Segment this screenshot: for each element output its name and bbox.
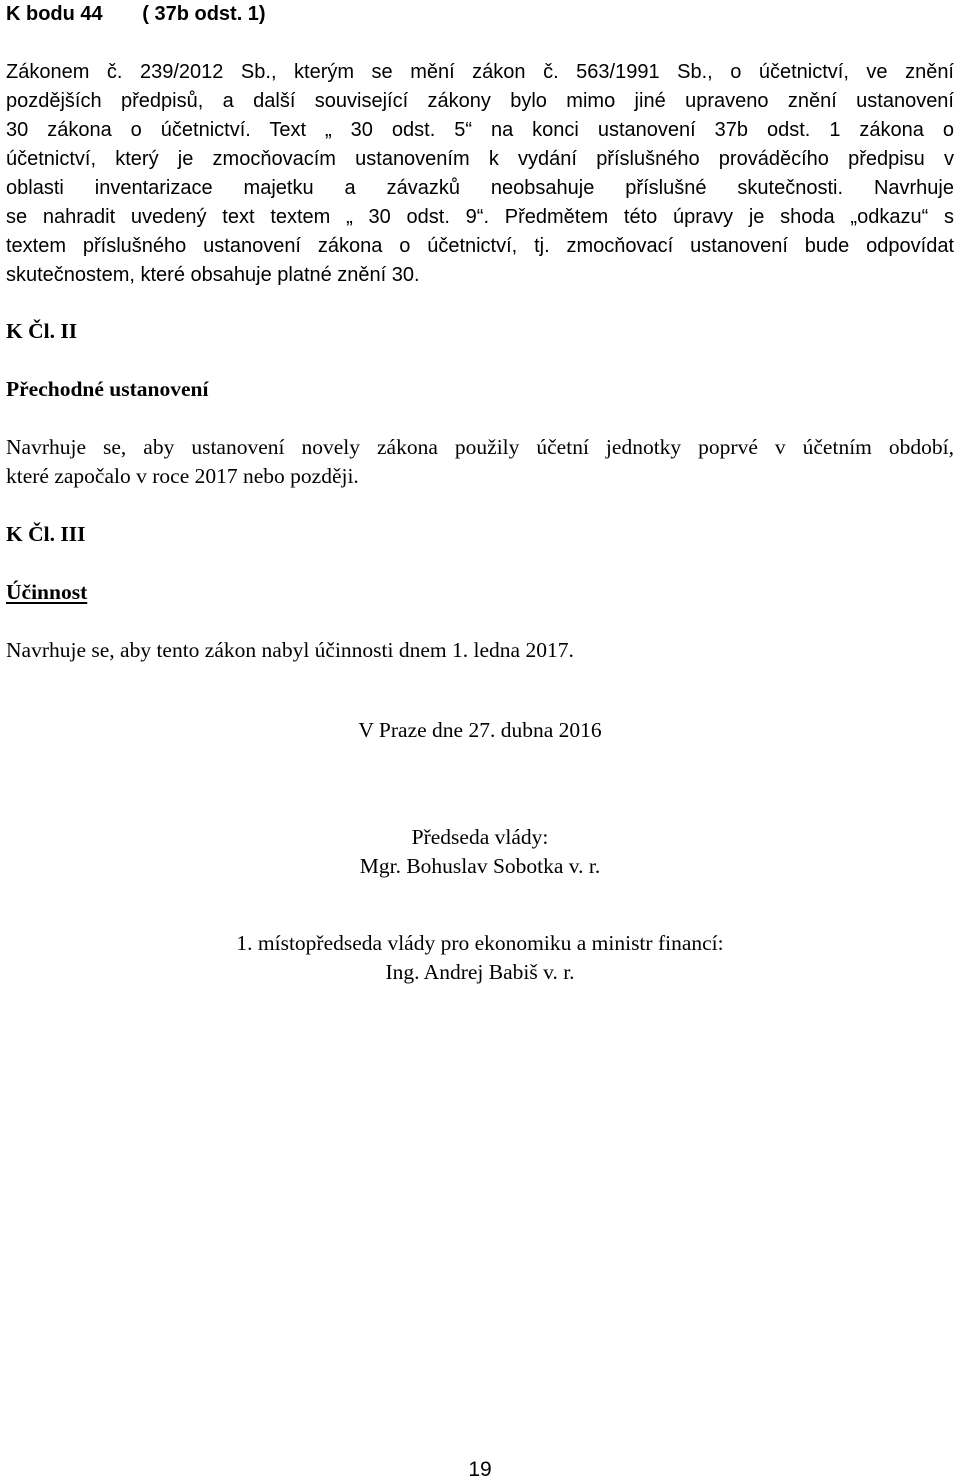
page-number: 19 [468, 1458, 492, 1481]
paragraph-1-line-8: skutečnostem, které obsahuje platné znění 30. [6, 264, 420, 286]
paragraph-1-line-5: oblasti inventarizace majetku a závazků neobsahuje příslušné skutečnosti. Navrhuje [6, 177, 954, 199]
article-ref [6, 4, 266, 24]
section-3-title: Účinnost [6, 580, 88, 604]
paragraph-1-line-3: 30 zákona o účetnictví. Text „ 30 odst. 5“ na konci ustanovení 37b odst. 1 zákona o [6, 119, 954, 141]
paragraph-1-line-2: pozdějších předpisů, a další související zákony bylo mimo jiné upraveno znění ustanovení [6, 90, 954, 112]
place-date-text: V Praze dne 27. dubna 2016 [358, 718, 602, 742]
signature-name-1: Mgr. Bohuslav Sobotka v. r. [359, 854, 601, 878]
paragraph-1-line-1: Zákonem č. 239/2012 Sb., kterým se mění zákon č. 563/1991 Sb., o účetnictví, ve znění [6, 61, 954, 83]
place-date [0, 720, 960, 742]
paragraph-1-line-6: se nahradit uvedený text textem „ 30 odst. 9“. Předmětem této úpravy je shoda „odkazu“ s [6, 206, 954, 228]
section-3-text: Navrhuje se, aby tento zákon nabyl účinnosti dnem 1. ledna 2017. [6, 638, 574, 662]
section-2-line-1: Navrhuje se, aby ustanovení novely zákona použily účetní jednotky poprvé v účetním období, [6, 435, 954, 459]
section-3-label: K Čl. III [6, 522, 86, 546]
signature-role-1: Předseda vlády: [411, 825, 549, 849]
signature-name-2: Ing. Andrej Babiš v. r. [385, 960, 575, 984]
section-2-label: K Čl. II [6, 319, 78, 343]
heading-right: ( 37b odst. 1) [142, 3, 266, 25]
paragraph-1-line-7: textem příslušného ustanovení zákona o účetnictví, tj. zmocňovací ustanovení bude odpovídat [6, 235, 954, 257]
section-2-line-2: které započalo v roce 2017 nebo později. [6, 464, 359, 488]
paragraph-1-line-4: účetnictví, který je zmocňovacím ustanovením k vydání příslušného prováděcího předpisu v [6, 148, 954, 170]
signature-role-2: 1. místopředseda vlády pro ekonomiku a ministr financí: [236, 931, 724, 955]
section-2-title: Přechodné ustanovení [6, 377, 209, 401]
heading-left: K bodu 44 [6, 3, 103, 25]
